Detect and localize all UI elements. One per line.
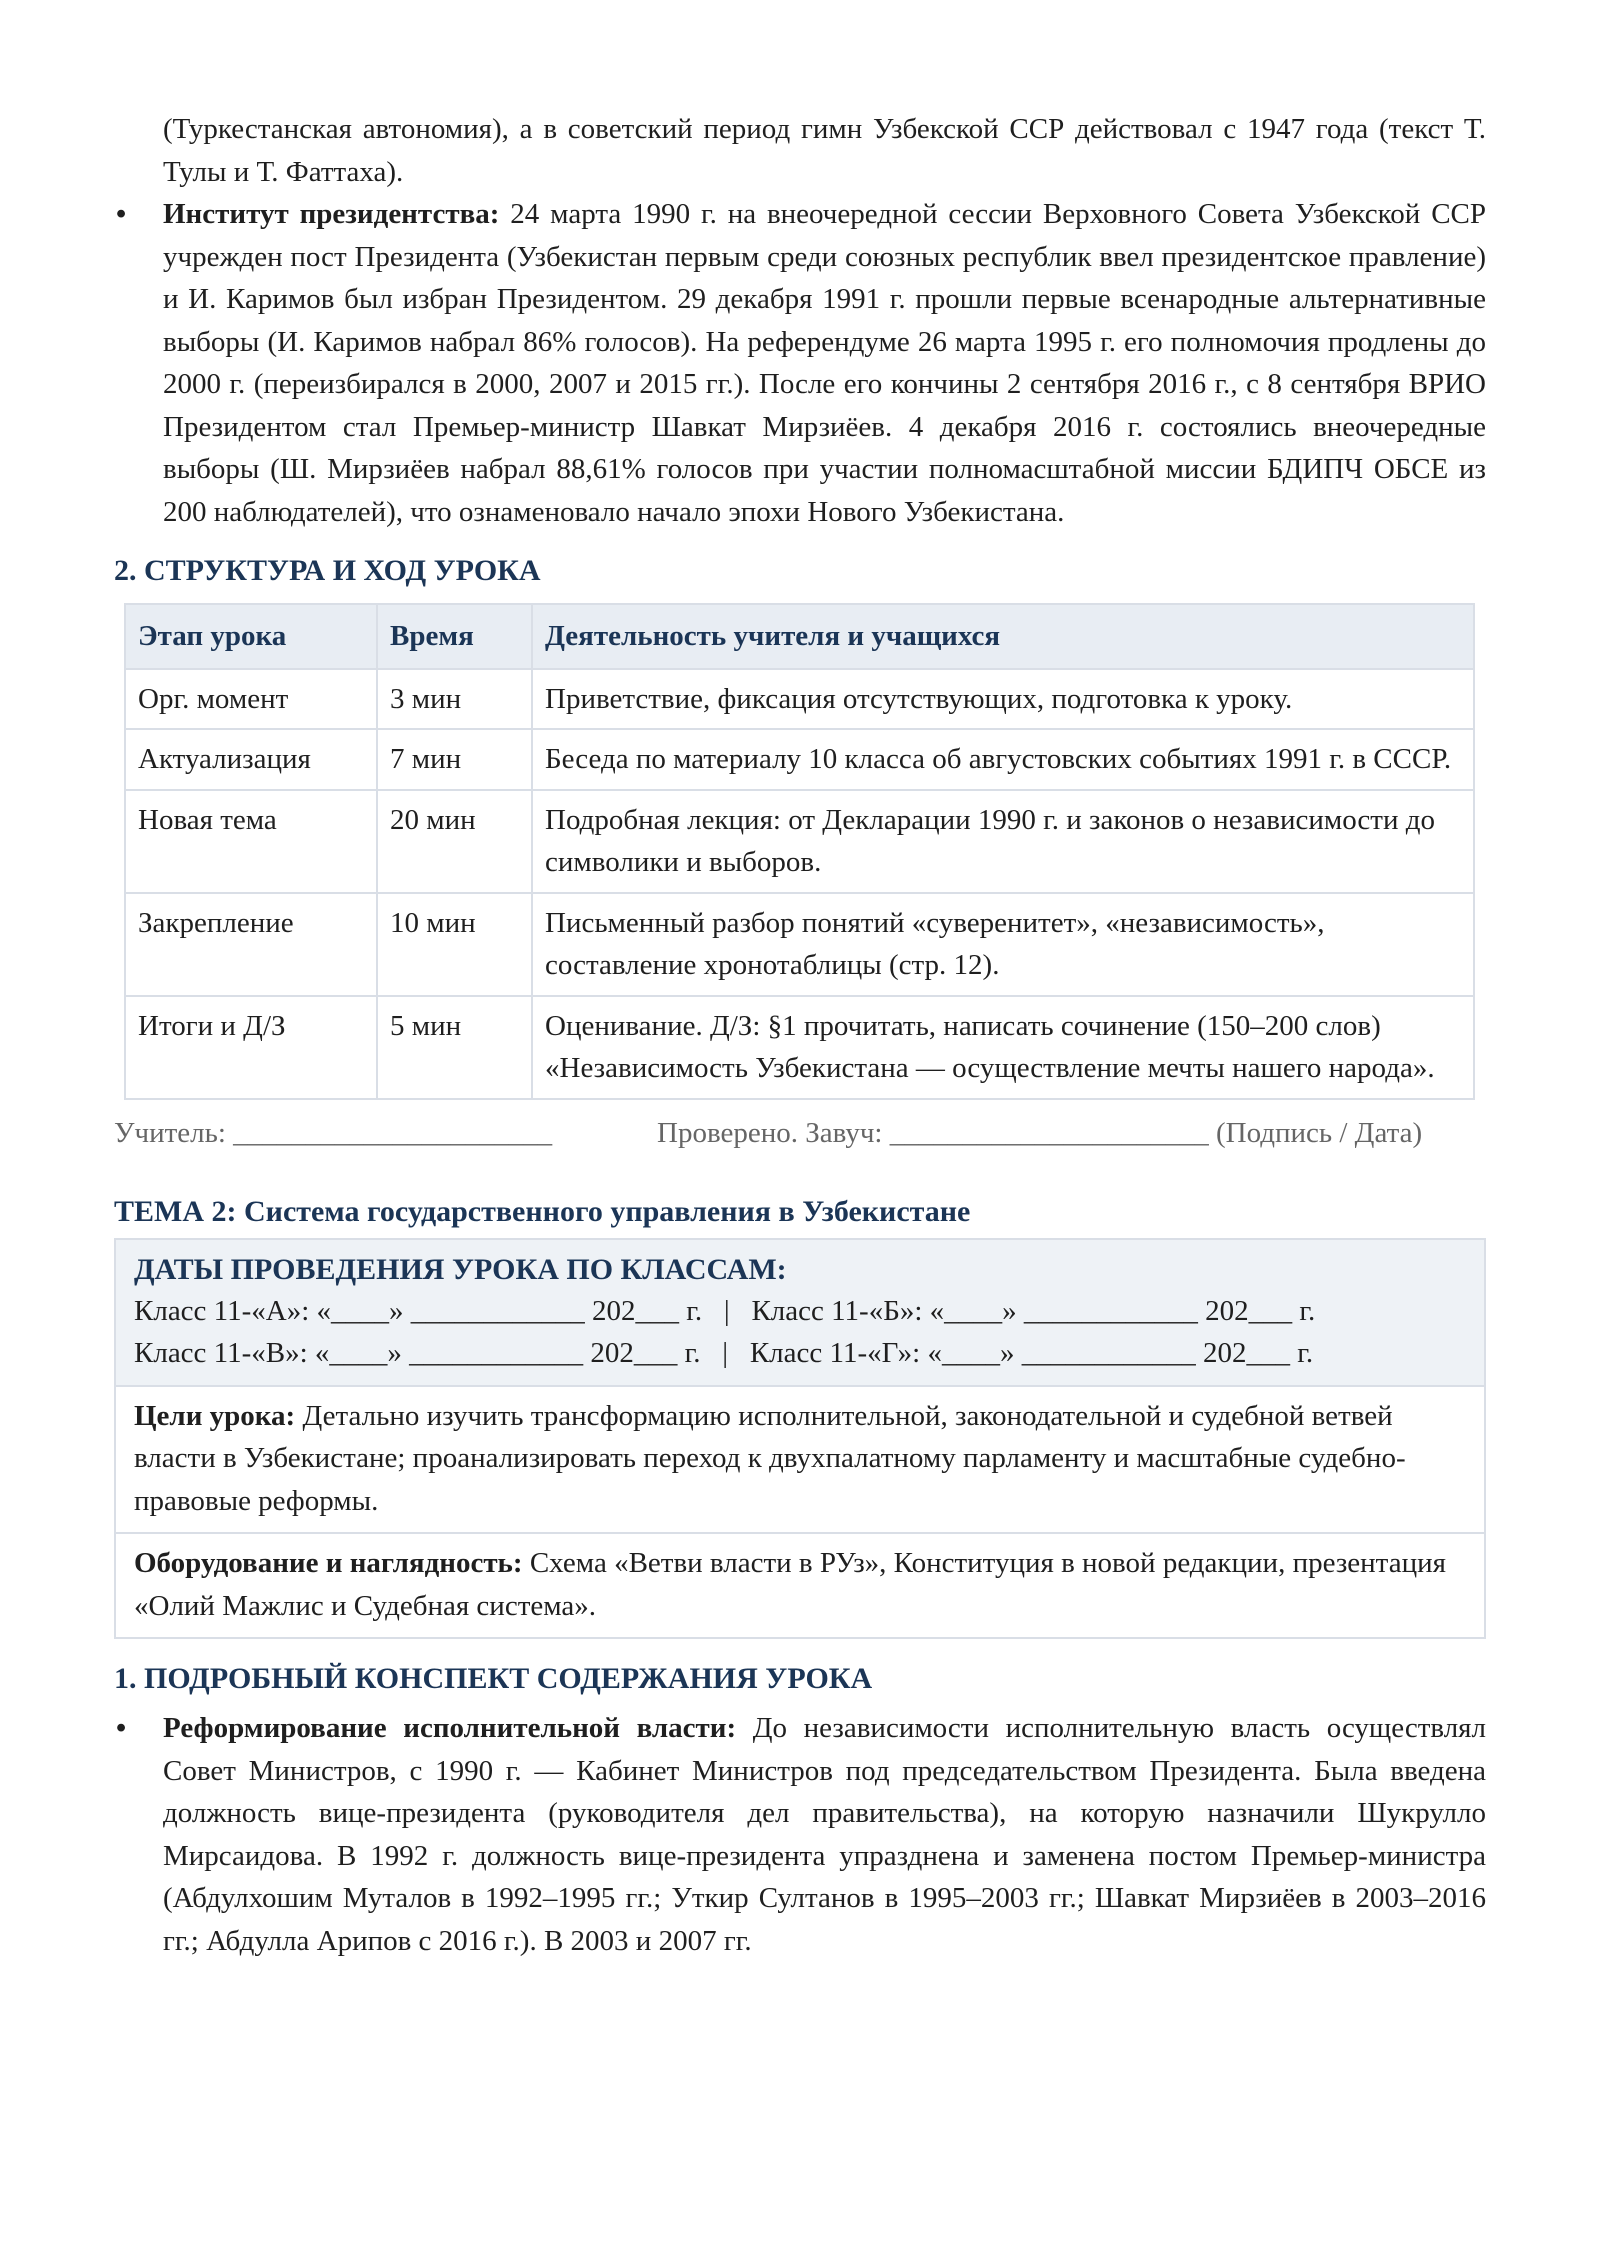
bullet-executive-title: Реформирование исполнительной власти: — [163, 1712, 737, 1744]
dates-section — [116, 1240, 1484, 1387]
equipment-label: Оборудование и наглядность: — [134, 1547, 523, 1579]
bullet-president-title: Институт президентства: — [163, 198, 500, 230]
dates-line: Класс 11-«А»: «____» ____________ 202___ г. | Класс 11-«Б»: «____» ____________ 202___ г. — [134, 1294, 1316, 1327]
cell-activity: Приветствие, фиксация отсутствующих, подготовка к уроку. — [532, 669, 1474, 730]
goals-text: Детально изучить трансформацию исполнительной, законодательной и судебной ветвей власти в Узбекистане; проанализировать переход к двухпалатному парламенту и масштабные судебно-правовые реформы. — [134, 1399, 1406, 1517]
bullet-president — [114, 193, 1486, 533]
table-row — [125, 729, 1474, 790]
cell-time: 3 мин — [377, 669, 532, 730]
dates-title: ДАТЫ ПРОВЕДЕНИЯ УРОКА ПО КЛАССАМ: — [134, 1252, 787, 1286]
table-row — [125, 669, 1474, 730]
theme2-heading: ТЕМА 2: Система государственного управления в Узбекистане — [114, 1194, 971, 1228]
cell-activity: Подробная лекция: от Декларации 1990 г. и законов о независимости до символики и выборов. — [532, 790, 1474, 893]
equipment-section — [116, 1532, 1484, 1637]
cell-time: 20 мин — [377, 790, 532, 893]
cell-time: 7 мин — [377, 729, 532, 790]
signature-row — [114, 1112, 1486, 1156]
bullet-executive — [114, 1707, 1486, 1962]
page-content — [114, 108, 1486, 1962]
cell-activity: Письменный разбор понятий «суверенитет», «независимость», составление хронотаблицы (стр. 12). — [532, 893, 1474, 996]
goals-label: Цели урока: — [134, 1399, 296, 1432]
cell-stage: Закрепление — [125, 893, 377, 996]
bullet-dot: • — [116, 1712, 127, 1744]
goals-section — [116, 1387, 1484, 1533]
structure-heading: 2. СТРУКТУРА И ХОД УРОКА — [114, 554, 541, 587]
teacher-signature: Учитель: ______________________ — [114, 1116, 553, 1149]
cell-time: 10 мин — [377, 893, 532, 996]
equipment-text: Схема «Ветви власти в РУз», Конституция в новой редакции, презентация «Олий Мажлис и Судебная система». — [134, 1547, 1446, 1622]
lesson-structure-table — [124, 603, 1475, 1100]
header-time: Время — [377, 604, 532, 669]
cell-stage: Новая тема — [125, 790, 377, 893]
bullet-dot: • — [116, 198, 127, 230]
cell-stage: Орг. момент — [125, 669, 377, 730]
cell-activity: Беседа по материалу 10 класса об августовских событиях 1991 г. в СССР. — [532, 729, 1474, 790]
konspekt-heading: 1. ПОДРОБНЫЙ КОНСПЕКТ СОДЕРЖАНИЯ УРОКА — [114, 1662, 873, 1695]
cell-activity: Оценивание. Д/З: §1 прочитать, написать сочинение (150–200 слов) «Независимость Узбекистана — осуществление мечты нашего народа». — [532, 996, 1474, 1099]
bullet-executive-text: До независимости исполнительную власть осуществлял Совет Министров, с 1990 г. — Кабинет Министров под председательством Президента. Была введена должность вице-президента (руководителя дел правительства), на которую назначили Шукрулло Мирсаидова. В 1992 г. должность вице-президента упразднена и заменена постом Премьер-министра (Абдулхошим Муталов в 1992–1995 гг.; Уткир Султанов в 1995–2003 гг.; Шавкат Мирзиёев в 2003–2016 гг.; Абдулла Арипов с 2016 г.). В 2003 и 2007 гг. — [163, 1712, 1486, 1957]
lesson-info-box — [114, 1238, 1486, 1640]
dates-line: Класс 11-«В»: «____» ____________ 202___ г. | Класс 11-«Г»: «____» ____________ 202___ г. — [134, 1337, 1314, 1369]
bullet-president-text: 24 марта 1990 г. на внеочередной сессии Верховного Совета Узбекской ССР учрежден пост Президента (Узбекистан первым среди союзных республик ввел президентское правление) и И. Каримов был избран Президентом. 29 декабря 1991 г. прошли первые всенародные альтернативные выборы (И. Каримов набрал 86% голосов). На референдуме 26 марта 1995 г. его полномочия продлены до 2000 г. (переизбирался в 2000, 2007 и 2015 гг.). После его кончины 2 сентября 2016 г., с 8 сентября ВРИО Президентом стал Премьер-министр Шавкат Мирзиёев. 4 декабря 2016 г. состоялись внеочередные выборы (Ш. Мирзиёев набрал 88,61% голосов при участии полномасштабной миссии БДИПЧ ОБСЕ из 200 наблюдателей), что ознаменовало начало эпохи Нового Узбекистана. — [163, 198, 1487, 528]
table-row — [125, 996, 1474, 1099]
cell-time: 5 мин — [377, 996, 532, 1099]
header-stage: Этап урока — [125, 604, 377, 669]
table-header-row — [125, 604, 1474, 669]
cell-stage: Итоги и Д/З — [125, 996, 377, 1099]
table-row — [125, 790, 1474, 893]
intro-continuation: (Туркестанская автономия), а в советский период гимн Узбекской ССР действовал с 1947 года (текст Т. Тулы и Т. Фаттаха). — [163, 113, 1486, 188]
table-row — [125, 893, 1474, 996]
cell-stage: Актуализация — [125, 729, 377, 790]
header-activity: Деятельность учителя и учащихся — [532, 604, 1474, 669]
checked-signature: Проверено. Завуч: ______________________ (Подпись / Дата) — [657, 1116, 1423, 1149]
